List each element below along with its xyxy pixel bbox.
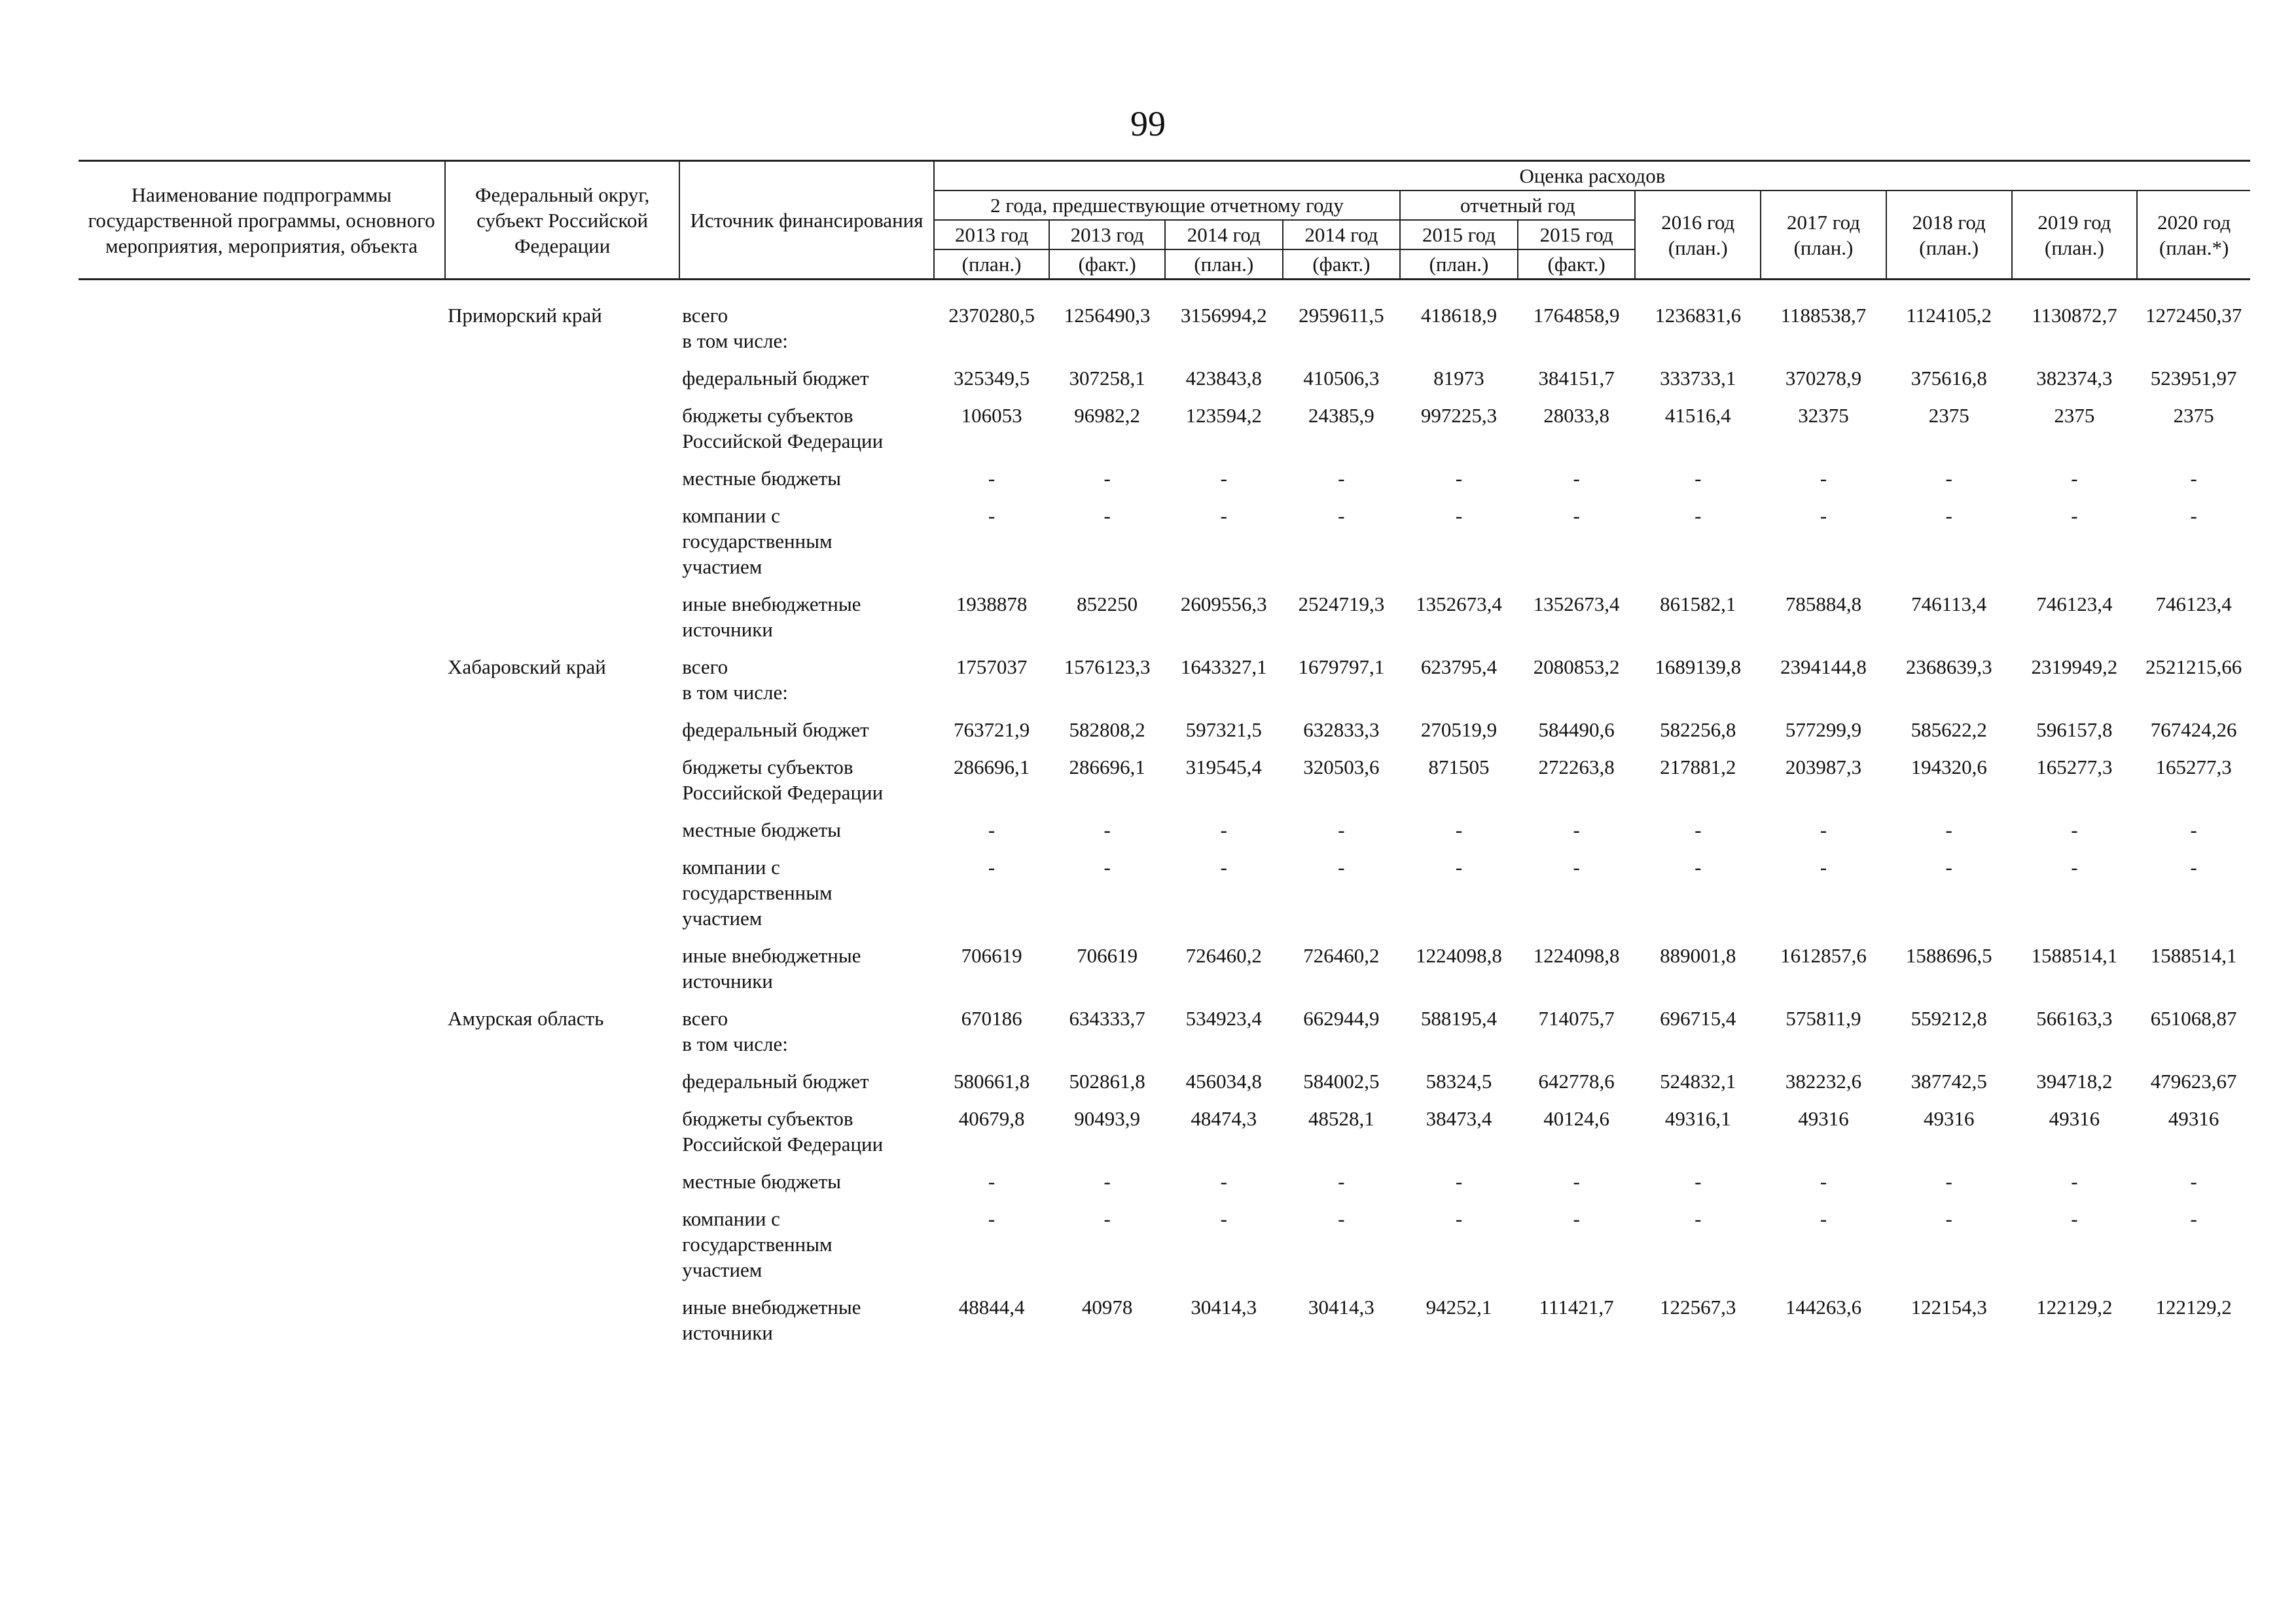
value-cell: - [1820,504,1827,527]
value-cell: 58324,5 [1426,1070,1492,1093]
value-cell: 1130872,7 [2032,304,2117,327]
region-cell [445,811,679,848]
table-row [79,811,2250,848]
value-cell: 3156994,2 [1180,304,1267,327]
value-cell: 41516,4 [1664,404,1731,427]
value-cell: - [2190,856,2197,879]
value-cell: 585622,2 [1910,718,1987,741]
program-name-cell [79,848,445,936]
value-cell: 387742,5 [1910,1070,1987,1093]
value-cell: 24385,9 [1308,404,1374,427]
region-cell [445,936,679,999]
value-cell: 696715,4 [1660,1007,1736,1030]
value-cell: 111421,7 [1539,1296,1614,1319]
value-cell: 286696,1 [1069,756,1145,778]
value-cell: - [2071,1170,2078,1193]
region-cell: Приморский край [448,304,602,327]
value-cell: - [1455,1207,1463,1230]
value-cell: 577299,9 [1785,718,1862,741]
value-cell: 566163,3 [2036,1007,2113,1030]
header-year-2014-fact: 2014 год [1283,220,1401,249]
value-cell: 662944,9 [1303,1007,1380,1030]
value-cell: 582256,8 [1660,718,1736,741]
header-report-year: отчетный год [1400,191,1635,220]
value-cell: - [1820,467,1827,490]
value-cell: 1224098,8 [1416,944,1502,967]
region-cell [445,459,679,496]
header-region: Федеральный округ, субъект Российской Федерации [445,161,679,280]
value-cell: 2370280,5 [948,304,1035,327]
table-row [79,396,2250,459]
value-cell: 2319949,2 [2031,655,2118,678]
value-cell: 384151,7 [1538,367,1615,390]
program-name-cell [79,296,445,359]
program-name-cell [79,1162,445,1199]
value-cell: 48528,1 [1308,1107,1374,1130]
table-row [79,710,2250,748]
value-cell: 307258,1 [1069,367,1145,390]
program-name-cell [79,496,445,585]
value-cell: - [1220,1170,1227,1193]
table-row [79,647,2250,710]
value-cell: 714075,7 [1538,1007,1615,1030]
region-cell [445,1288,679,1351]
value-cell: 320503,6 [1303,756,1380,778]
funding-source-cell: иные внебюджетные источники [682,1296,861,1344]
value-cell: 580661,8 [953,1070,1030,1093]
value-cell: 1757037 [956,655,1028,678]
value-cell: - [2190,1207,2197,1230]
funding-source-cell: федеральный бюджет [682,1070,869,1093]
value-cell: - [1573,467,1580,490]
value-cell: - [1338,856,1345,879]
funding-source-cell: всего в том числе: [682,655,788,704]
value-cell: 575811,9 [1785,1007,1861,1030]
value-cell: 286696,1 [953,756,1030,778]
value-cell: - [988,504,996,527]
value-cell: 746123,4 [2036,593,2113,615]
value-cell: - [988,856,996,879]
header-year-2013-fact: 2013 год [1049,220,1165,249]
value-cell: - [1103,856,1111,879]
value-cell: - [2071,1207,2078,1230]
value-cell: 706619 [961,944,1022,967]
value-cell: - [1220,504,1227,527]
value-cell: - [1338,467,1345,490]
value-cell: - [1945,856,1952,879]
value-cell: - [1945,504,1952,527]
header-two-prior-years: 2 года, предшествующие отчетному году [934,191,1400,220]
program-name-cell [79,1099,445,1162]
value-cell: 194320,6 [1910,756,1987,778]
value-cell: 1689139,8 [1655,655,1742,678]
value-cell: 28033,8 [1543,404,1609,427]
funding-source-cell: компании с государственным участием [682,1207,833,1281]
header-funding-source: Источник финансирования [679,161,934,280]
value-cell: - [1220,1207,1227,1230]
value-cell: 1588696,5 [1905,944,1992,967]
region-cell [445,585,679,647]
value-cell: 49316 [1923,1107,1975,1130]
expenditure-table [79,160,2250,1351]
value-cell: 30414,3 [1191,1296,1257,1319]
header-kind-2014-plan: (план.) [1165,249,1283,280]
table-row [79,459,2250,496]
value-cell: - [1573,504,1580,527]
value-cell: 861582,1 [1660,593,1736,615]
value-cell: 319545,4 [1185,756,1262,778]
value-cell: 165277,3 [2155,756,2232,778]
funding-source-cell: федеральный бюджет [682,718,869,741]
funding-source-cell: всего в том числе: [682,1007,788,1055]
value-cell: 456034,8 [1185,1070,1262,1093]
value-cell: 144263,6 [1785,1296,1862,1319]
program-name-cell [79,1199,445,1288]
value-cell: 597321,5 [1185,718,1262,741]
value-cell: 763721,9 [953,718,1030,741]
program-name-cell [79,811,445,848]
value-cell: - [1695,856,1702,879]
value-cell: 40124,6 [1543,1107,1609,1130]
value-cell: 2524719,3 [1298,593,1385,615]
table-body [79,280,2250,1351]
value-cell: 123594,2 [1185,404,1262,427]
value-cell: 38473,4 [1426,1107,1492,1130]
value-cell: - [1338,1207,1345,1230]
header-kind-2013-fact: (факт.) [1049,249,1165,280]
table-row [79,999,2250,1062]
value-cell: - [1103,818,1111,841]
value-cell: 90493,9 [1074,1107,1141,1130]
value-cell: 122567,3 [1660,1296,1736,1319]
value-cell: 2375 [1928,404,1969,427]
value-cell: 523951,97 [2150,367,2237,390]
funding-source-cell: местные бюджеты [682,467,841,490]
region-cell [445,396,679,459]
value-cell: - [1455,467,1463,490]
region-cell: Амурская область [448,1007,604,1030]
header-program-name: Наименование подпрограммы государственной программы, основного мероприятия, мероприятия, объекта [79,161,445,280]
value-cell: - [988,1207,996,1230]
value-cell: 122154,3 [1910,1296,1987,1319]
value-cell: - [2071,504,2078,527]
value-cell: - [2190,1170,2197,1193]
value-cell: - [1220,856,1227,879]
value-cell: - [1455,818,1463,841]
value-cell: 2080853,2 [1533,655,1620,678]
value-cell: 2959611,5 [1299,304,1384,327]
value-cell: - [1820,1170,1827,1193]
value-cell: 632833,3 [1303,718,1380,741]
value-cell: 94252,1 [1426,1296,1492,1319]
value-cell: 106053 [961,404,1022,427]
value-cell: 122129,2 [2155,1296,2232,1319]
value-cell: - [1103,1207,1111,1230]
funding-source-cell: федеральный бюджет [682,367,869,390]
value-cell: - [1945,1170,1952,1193]
value-cell: 871505 [1428,756,1490,778]
region-cell [445,1199,679,1288]
value-cell: 1272450,37 [2145,304,2242,327]
value-cell: 1236831,6 [1655,304,1742,327]
table-row [79,748,2250,811]
value-cell: 1224098,8 [1533,944,1620,967]
funding-source-cell: всего в том числе: [682,304,788,352]
region-cell [445,1162,679,1199]
value-cell: - [2190,504,2197,527]
value-cell: 524832,1 [1660,1070,1736,1093]
value-cell: - [1573,856,1580,879]
value-cell: 1938878 [956,593,1028,615]
value-cell: 2375 [2054,404,2095,427]
value-cell: - [1103,1170,1111,1193]
value-cell: - [1573,1170,1580,1193]
value-cell: 479623,67 [2150,1070,2237,1093]
value-cell: 706619 [1077,944,1138,967]
value-cell: 670186 [961,1007,1022,1030]
value-cell: - [988,1170,996,1193]
value-cell: - [1695,467,1702,490]
value-cell: - [1695,818,1702,841]
funding-source-cell: бюджеты субъектов Российской Федерации [682,404,884,452]
funding-source-cell: местные бюджеты [682,818,841,841]
value-cell: 596157,8 [2036,718,2113,741]
table-row [79,496,2250,585]
header-year-2016: 2016 год (план.) [1635,191,1761,280]
value-cell: - [1820,1207,1827,1230]
value-cell: 49316 [2049,1107,2100,1130]
value-cell: 1124105,2 [1906,304,1992,327]
value-cell: 410506,3 [1303,367,1380,390]
value-cell: 852250 [1077,593,1138,615]
value-cell: 272263,8 [1538,756,1615,778]
value-cell: - [1455,504,1463,527]
header-year-2015-plan: 2015 год [1400,220,1518,249]
header-kind-2014-fact: (факт.) [1283,249,1401,280]
region-cell [445,496,679,585]
value-cell: 165277,3 [2036,756,2113,778]
table-row [79,359,2250,396]
value-cell: 40679,8 [958,1107,1025,1130]
value-cell: 203987,3 [1785,756,1862,778]
value-cell: 122129,2 [2036,1296,2113,1319]
value-cell: 81973 [1433,367,1484,390]
value-cell: - [1820,856,1827,879]
value-cell: - [2190,467,2197,490]
value-cell: 1679797,1 [1298,655,1385,678]
value-cell: - [1455,856,1463,879]
region-cell [445,1062,679,1099]
value-cell: 96982,2 [1074,404,1141,427]
value-cell: - [1338,504,1345,527]
value-cell: 889001,8 [1660,944,1736,967]
table-row [79,1288,2250,1351]
value-cell: 726460,2 [1185,944,1262,967]
value-cell: - [1220,467,1227,490]
value-cell: 2368639,3 [1905,655,1992,678]
value-cell: 997225,3 [1420,404,1498,427]
value-cell: 32375 [1798,404,1849,427]
value-cell: - [1220,818,1227,841]
header-year-2013-plan: 2013 год [934,220,1050,249]
funding-source-cell: бюджеты субъектов Российской Федерации [682,756,884,804]
value-cell: 370278,9 [1785,367,1862,390]
program-name-cell [79,359,445,396]
table-row [79,936,2250,999]
value-cell: 588195,4 [1420,1007,1498,1030]
value-cell: 1588514,1 [2150,944,2237,967]
value-cell: 418618,9 [1420,304,1498,327]
value-cell: - [1945,818,1952,841]
value-cell: 767424,26 [2150,718,2237,741]
value-cell: 217881,2 [1660,756,1736,778]
value-cell: 270519,9 [1420,718,1498,741]
value-cell: 582808,2 [1069,718,1145,741]
table-row [79,296,2250,359]
program-name-cell [79,748,445,811]
program-name-cell [79,1062,445,1099]
funding-source-cell: компании с государственным участием [682,856,833,930]
value-cell: - [1695,1207,1702,1230]
value-cell: 534923,4 [1185,1007,1262,1030]
value-cell: 634333,7 [1069,1007,1145,1030]
table-row [79,1162,2250,1199]
value-cell: - [2190,818,2197,841]
header-year-2019: 2019 год (план.) [2012,191,2138,280]
value-cell: 559212,8 [1910,1007,1987,1030]
value-cell: 382374,3 [2036,367,2113,390]
value-cell: 2394144,8 [1780,655,1867,678]
value-cell: 746113,4 [1911,593,1987,615]
value-cell: - [2071,818,2078,841]
value-cell: 48474,3 [1191,1107,1257,1130]
value-cell: 49316 [2168,1107,2219,1130]
value-cell: 49316 [1798,1107,1849,1130]
value-cell: 746123,4 [2155,593,2232,615]
funding-source-cell: местные бюджеты [682,1170,841,1193]
header-expense-estimate: Оценка расходов [934,161,2250,191]
value-cell: 30414,3 [1308,1296,1374,1319]
value-cell: 1588514,1 [2031,944,2118,967]
value-cell: 584490,6 [1538,718,1615,741]
value-cell: - [1103,504,1111,527]
table-row [79,585,2250,647]
region-cell [445,710,679,748]
header-year-2018: 2018 год (план.) [1886,191,2012,280]
value-cell: - [2071,856,2078,879]
value-cell: 642778,6 [1538,1070,1615,1093]
value-cell: 333733,1 [1660,367,1736,390]
value-cell: - [1455,1170,1463,1193]
value-cell: 1352673,4 [1533,593,1620,615]
value-cell: - [1338,1170,1345,1193]
region-cell: Хабаровский край [448,655,606,678]
value-cell: 382232,6 [1785,1070,1862,1093]
value-cell: 40978 [1081,1296,1133,1319]
header-kind-2013-plan: (план.) [934,249,1050,280]
region-cell [445,1099,679,1162]
value-cell: 2609556,3 [1180,593,1267,615]
program-name-cell [79,1288,445,1351]
value-cell: 2375 [2173,404,2214,427]
funding-source-cell: компании с государственным участием [682,504,833,578]
value-cell: 1612857,6 [1780,944,1867,967]
region-cell [445,848,679,936]
value-cell: - [1945,467,1952,490]
value-cell: - [1695,504,1702,527]
program-name-cell [79,647,445,710]
program-name-cell [79,936,445,999]
table-row [79,1199,2250,1288]
value-cell: 584002,5 [1303,1070,1380,1093]
value-cell: 49316,1 [1664,1107,1731,1130]
header-year-2014-plan: 2014 год [1165,220,1283,249]
program-name-cell [79,459,445,496]
value-cell: 502861,8 [1069,1070,1145,1093]
value-cell: 1764858,9 [1533,304,1620,327]
value-cell: 726460,2 [1303,944,1380,967]
value-cell: 1576123,3 [1064,655,1151,678]
program-name-cell [79,396,445,459]
table-row [79,1062,2250,1099]
value-cell: 375616,8 [1910,367,1987,390]
header-kind-2015-fact: (факт.) [1518,249,1636,280]
table-row [79,1099,2250,1162]
program-name-cell [79,999,445,1062]
value-cell: 1352673,4 [1416,593,1502,615]
value-cell: 2521215,66 [2145,655,2242,678]
region-cell [445,359,679,396]
value-cell: - [1573,1207,1580,1230]
value-cell: - [1945,1207,1952,1230]
value-cell: 423843,8 [1185,367,1262,390]
value-cell: 48844,4 [958,1296,1025,1319]
value-cell: 325349,5 [953,367,1030,390]
value-cell: 785884,8 [1785,593,1862,615]
funding-source-cell: бюджеты субъектов Российской Федерации [682,1107,884,1156]
value-cell: - [2071,467,2078,490]
value-cell: - [1820,818,1827,841]
header-year-2020: 2020 год (план.*) [2137,191,2250,280]
value-cell: - [988,818,996,841]
header-kind-2015-plan: (план.) [1400,249,1518,280]
value-cell: - [988,467,996,490]
table-header [79,161,2250,280]
funding-source-cell: иные внебюджетные источники [682,944,861,993]
value-cell: - [1338,818,1345,841]
region-cell [445,748,679,811]
header-year-2017: 2017 год (план.) [1761,191,1886,280]
value-cell: - [1695,1170,1702,1193]
program-name-cell [79,585,445,647]
value-cell: 1643327,1 [1180,655,1267,678]
header-year-2015-fact: 2015 год [1518,220,1636,249]
value-cell: 1256490,3 [1064,304,1151,327]
value-cell: - [1573,818,1580,841]
value-cell: 651068,87 [2150,1007,2237,1030]
page-number: 99 [1130,104,1166,143]
value-cell: 1188538,7 [1780,304,1867,327]
funding-source-cell: иные внебюджетные источники [682,593,861,641]
value-cell: - [1103,467,1111,490]
program-name-cell [79,710,445,748]
value-cell: 394718,2 [2036,1070,2113,1093]
table-row [79,848,2250,936]
value-cell: 623795,4 [1420,655,1498,678]
